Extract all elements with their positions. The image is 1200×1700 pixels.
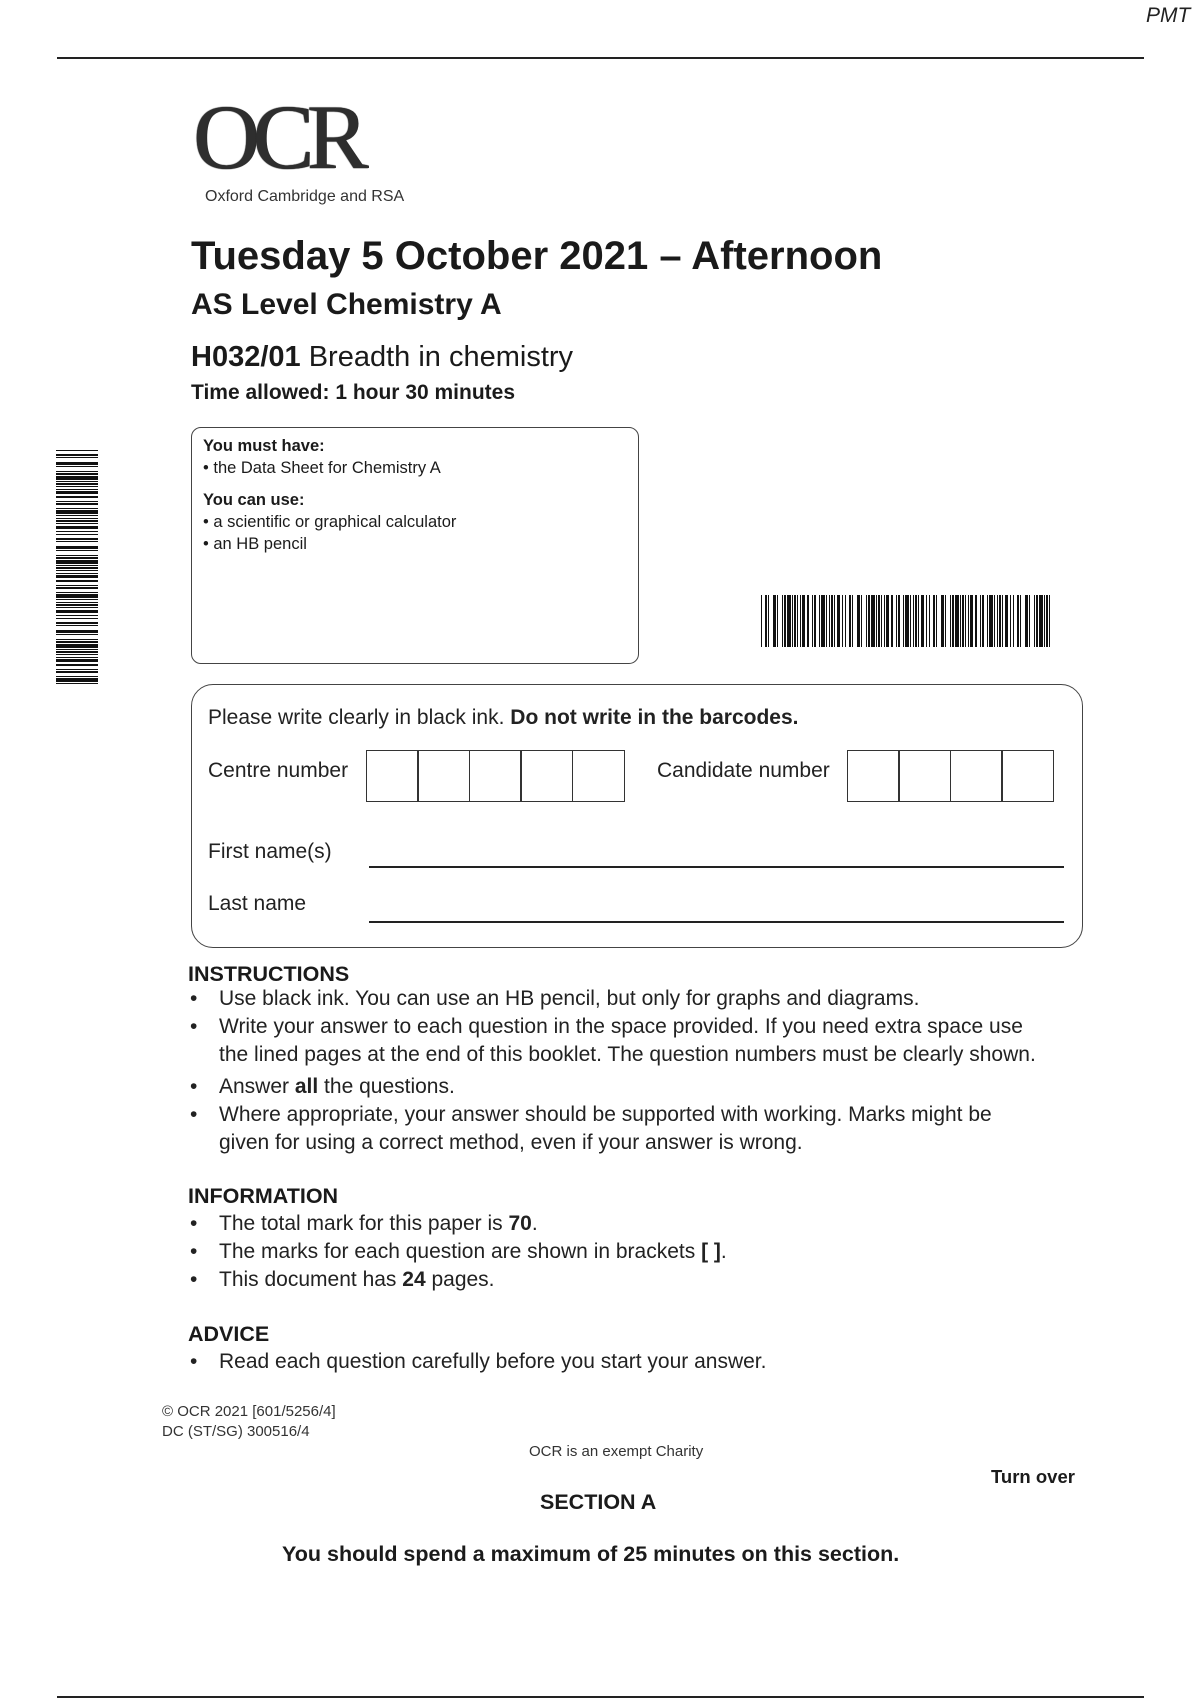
last-name-label: Last name bbox=[208, 892, 307, 915]
candidate-number-digit[interactable] bbox=[898, 750, 951, 802]
exam-date: Tuesday 5 October 2021 – Afternoon bbox=[191, 234, 883, 278]
information-item: • The total mark for this paper is 70. bbox=[190, 1212, 538, 1235]
candidate-number-digit[interactable] bbox=[950, 750, 1003, 802]
time-allowed: Time allowed: 1 hour 30 minutes bbox=[191, 381, 516, 404]
top-rule bbox=[57, 57, 1144, 59]
candidate-number-digit[interactable] bbox=[847, 750, 900, 802]
instruction-item: • Where appropriate, your answer should be supported with working. Marks might be given for using a correct method, even if your answer is wrong. bbox=[190, 1103, 992, 1154]
must-have-item: • the Data Sheet for Chemistry A bbox=[203, 459, 441, 477]
candidate-number-boxes bbox=[848, 750, 1054, 802]
must-have-heading: You must have: bbox=[203, 437, 325, 455]
centre-number-boxes bbox=[367, 750, 625, 802]
paper-title: Breadth in chemistry bbox=[308, 341, 574, 373]
information-item: • The marks for each question are shown in brackets [ ]. bbox=[190, 1240, 727, 1263]
requirements-box bbox=[191, 427, 639, 664]
candidate-number-label: Candidate number bbox=[657, 759, 830, 782]
copyright-line: © OCR 2021 [601/5256/4] bbox=[162, 1403, 336, 1420]
instruction-item: • Write your answer to each question in the space provided. If you need extra space use the lined pages at the end of this booklet. The question numbers must be clearly shown. bbox=[190, 1015, 1036, 1066]
vertical-barcode bbox=[56, 450, 98, 684]
exam-qualification: AS Level Chemistry A bbox=[191, 288, 502, 321]
centre-number-digit[interactable] bbox=[366, 750, 419, 802]
centre-number-digit[interactable] bbox=[417, 750, 470, 802]
charity-note: OCR is an exempt Charity bbox=[529, 1443, 704, 1460]
paper-heading bbox=[191, 341, 573, 374]
advice-heading: ADVICE bbox=[188, 1322, 270, 1346]
corner-tag: PMT bbox=[1146, 4, 1191, 27]
centre-number-digit[interactable] bbox=[520, 750, 573, 802]
first-name-label: First name(s) bbox=[208, 840, 332, 863]
advice-item: • Read each question carefully before you start your answer. bbox=[190, 1350, 767, 1373]
turn-over: Turn over bbox=[991, 1466, 1075, 1487]
first-name-field[interactable] bbox=[369, 866, 1064, 868]
centre-number-digit[interactable] bbox=[572, 750, 625, 802]
centre-number-digit[interactable] bbox=[469, 750, 522, 802]
section-title: SECTION A bbox=[540, 1490, 657, 1514]
last-name-field[interactable] bbox=[369, 921, 1064, 923]
ocr-logo bbox=[193, 86, 453, 205]
bottom-rule bbox=[57, 1696, 1144, 1698]
can-use-item: • a scientific or graphical calculator bbox=[203, 513, 457, 531]
can-use-item: • an HB pencil bbox=[203, 535, 307, 553]
paper-code: H032/01 bbox=[191, 341, 301, 373]
document-code: DC (ST/SG) 300516/4 bbox=[162, 1423, 310, 1440]
information-item: • This document has 24 pages. bbox=[190, 1268, 495, 1291]
instruction-item: • Use black ink. You can use an HB pencil, but only for graphs and diagrams. bbox=[190, 987, 920, 1010]
information-heading: INFORMATION bbox=[188, 1184, 339, 1208]
form-instruction-warning: Do not write in the barcodes. bbox=[510, 706, 799, 729]
candidate-number-digit[interactable] bbox=[1001, 750, 1054, 802]
section-time-note: You should spend a maximum of 25 minutes on this section. bbox=[282, 1542, 900, 1566]
instructions-heading: INSTRUCTIONS bbox=[188, 962, 350, 986]
form-instruction bbox=[208, 706, 799, 730]
horizontal-barcode bbox=[761, 595, 1051, 647]
logo-wordmark: OCR bbox=[193, 86, 362, 188]
form-instruction-text: Please write clearly in black ink. bbox=[208, 706, 511, 729]
can-use-heading: You can use: bbox=[203, 491, 305, 509]
logo-tagline: Oxford Cambridge and RSA bbox=[205, 188, 405, 205]
instruction-item: • Answer all the questions. bbox=[190, 1075, 455, 1098]
centre-number-label: Centre number bbox=[208, 759, 349, 782]
